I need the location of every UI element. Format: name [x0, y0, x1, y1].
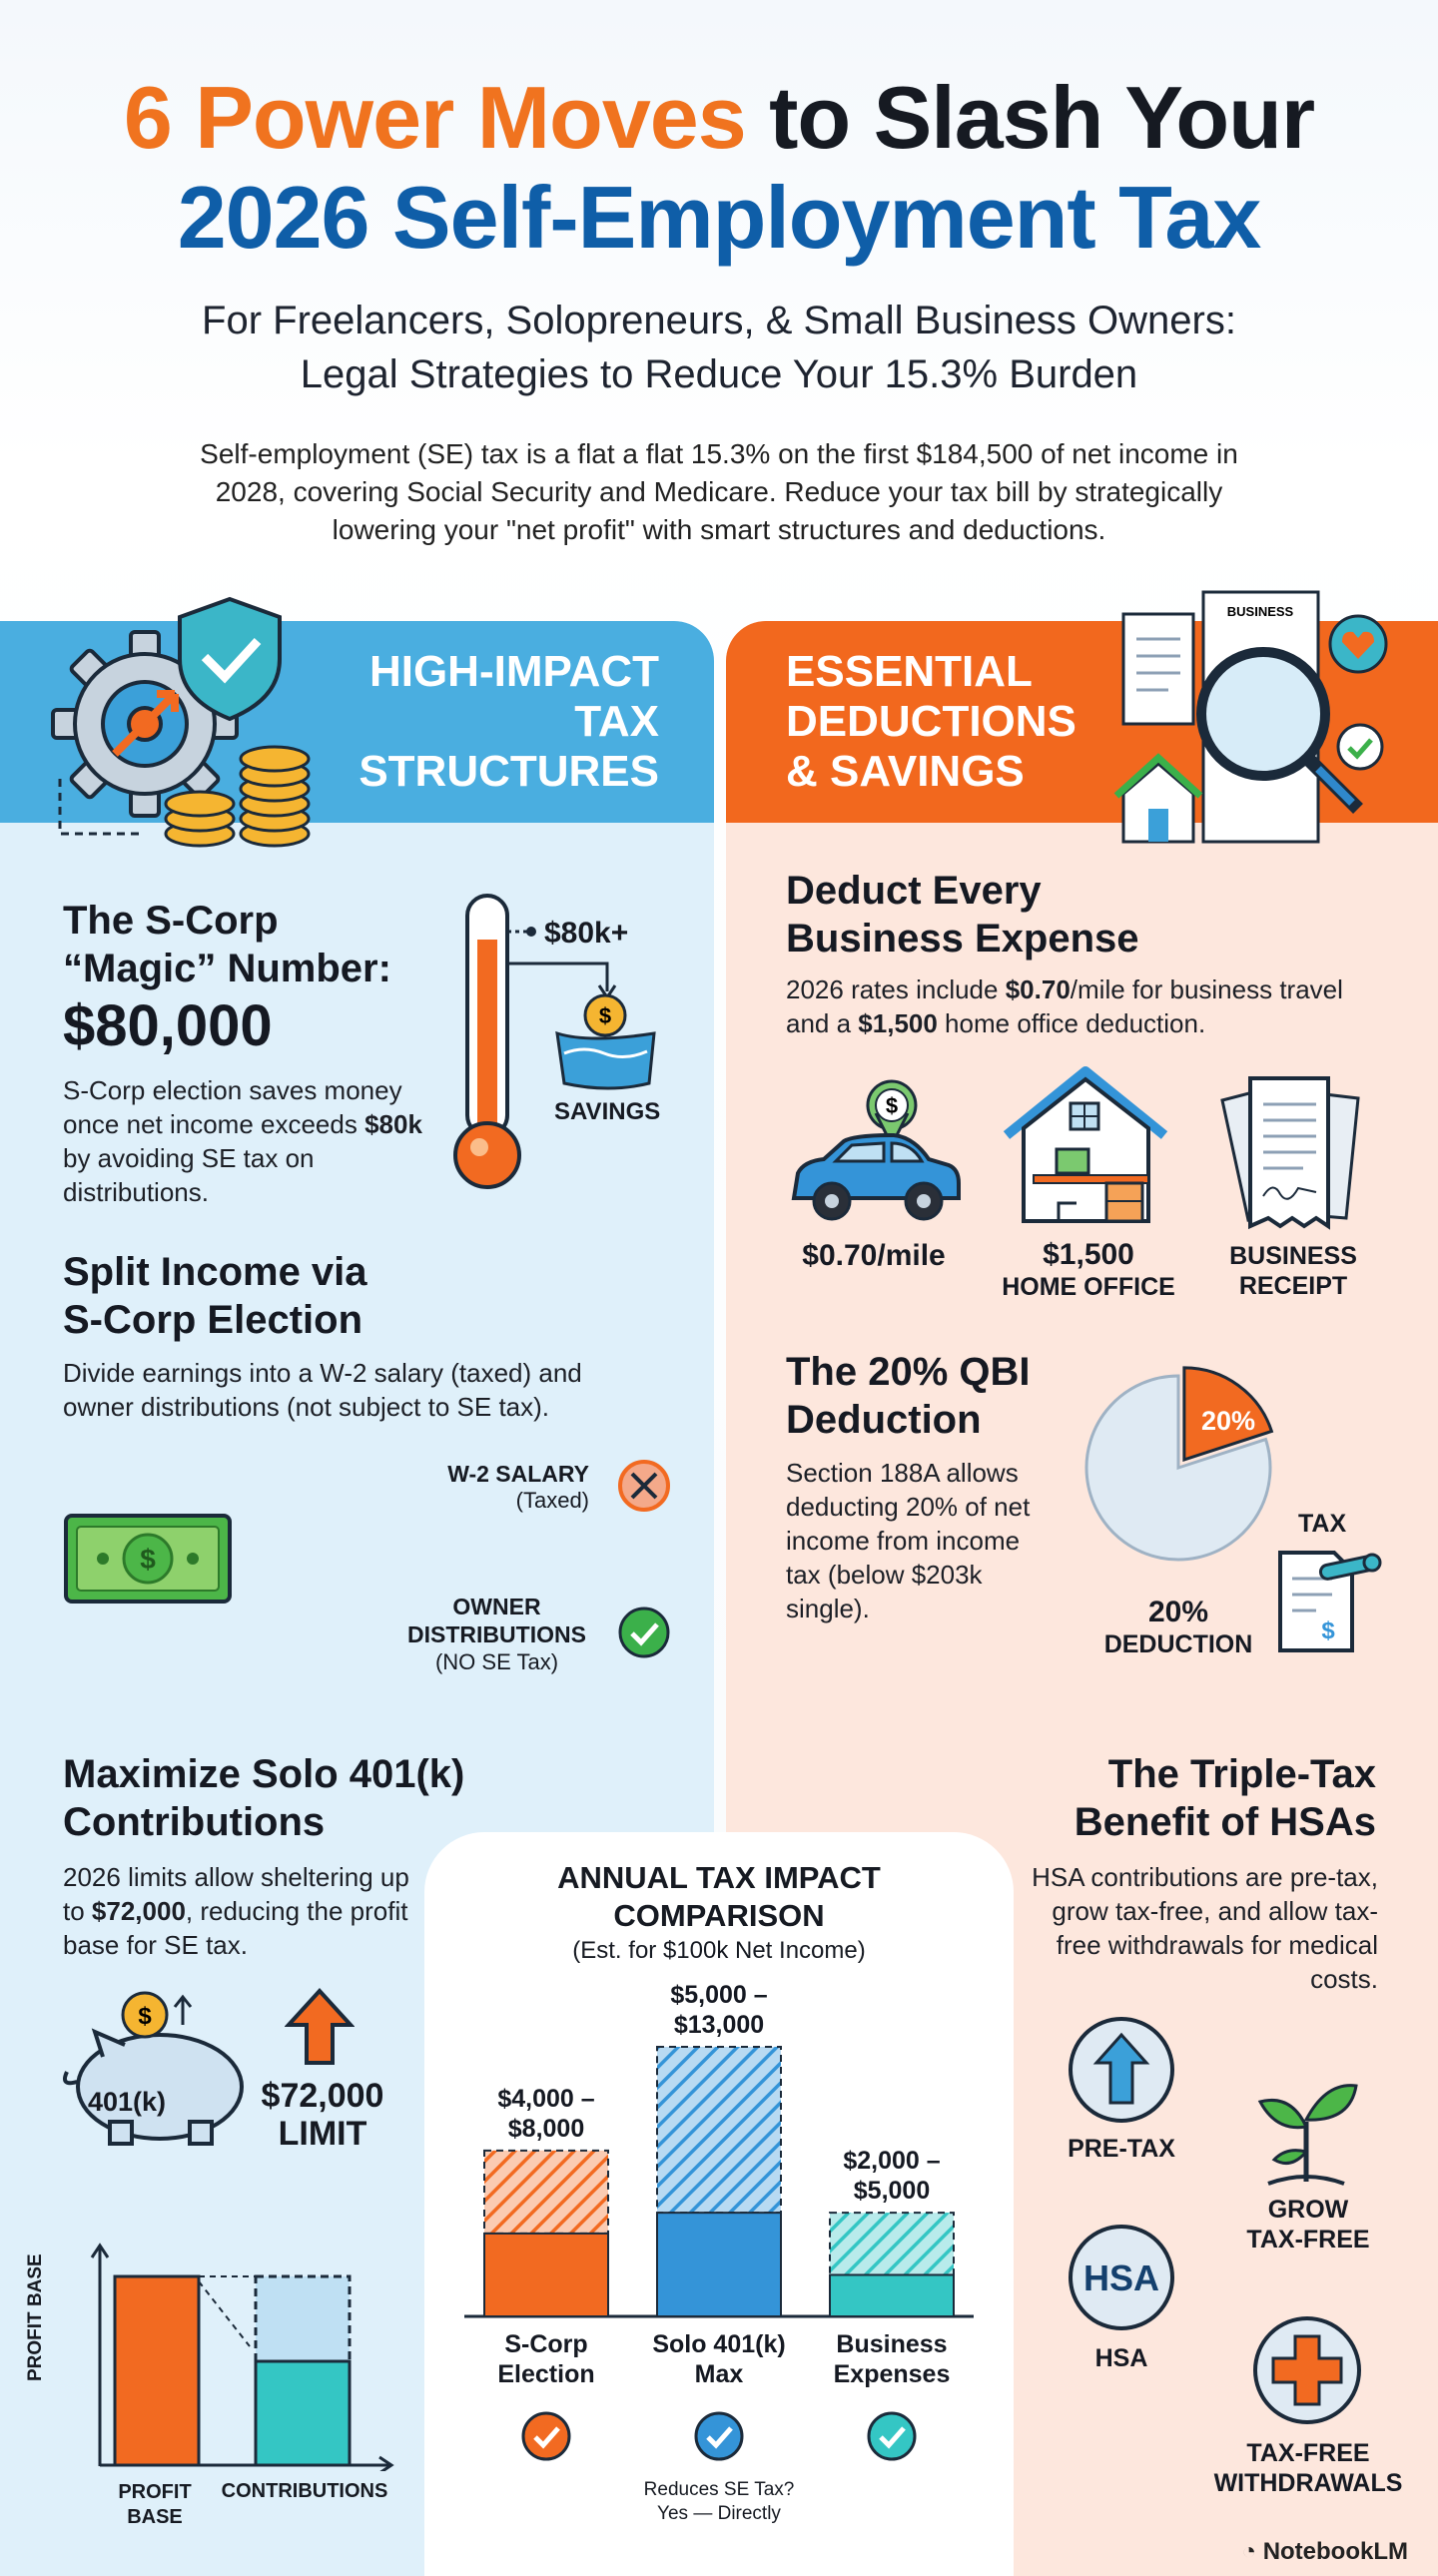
chart-title [424, 1859, 1014, 1935]
category-label-0-0: S-Corp [504, 2330, 588, 2358]
category-label-1-0: Solo 401(k) [652, 2330, 786, 2358]
tax-label: TAX [1298, 1510, 1347, 1538]
owner-label-line2: DISTRIBUTIONS [407, 1621, 586, 1647]
expenses-title-line2: Business Expense [786, 917, 1139, 961]
scorp-title-line2: “Magic” Number: [63, 947, 391, 990]
pretax-arrow-icon [1067, 2015, 1176, 2125]
category-label-2-1: Expenses [833, 2360, 951, 2388]
profit-base-bar [115, 2276, 199, 2465]
left-banner-line1: HIGH-IMPACT [368, 647, 659, 696]
contributions-bar-label: CONTRIBUTIONS [221, 2480, 388, 2502]
mileage-label: $0.70/mile [802, 1239, 946, 1272]
title-rest: to Slash Your [745, 68, 1315, 167]
profit-base-chart [60, 2242, 399, 2471]
w2-salary-label: W-2 SALARY [447, 1461, 589, 1487]
split-description: Divide earnings into a W-2 salary (taxed) and owner distributions (not subject to SE tax). [63, 1358, 582, 1422]
expenses-title-line1: Deduct Every [786, 869, 1042, 913]
svg-text:$: $ [140, 1544, 156, 1575]
category-label-0-1: Election [497, 2360, 595, 2388]
cash-bill-icon [63, 1513, 233, 1605]
tax-impact-bar-chart [424, 1982, 1014, 2481]
qbi-title-line2: Deduction [786, 1398, 982, 1442]
solo401k-description: 2026 limits allow sheltering up to $72,000, reducing the profit base for SE tax. [63, 1862, 409, 1960]
hsa-title [929, 1750, 1376, 1846]
scorp-title-line1: The S-Corp [63, 899, 279, 943]
category-label-1-1: Max [694, 2360, 744, 2388]
scorp-title [63, 897, 432, 992]
up-arrow-icon [285, 1987, 355, 2067]
pie-slice-label: 20% [1201, 1406, 1256, 1436]
qbi-pie-chart [1078, 1358, 1288, 1588]
bar-value-label-1-1: $13,000 [673, 2011, 765, 2039]
limit-label: $72,000 LIMIT [261, 2077, 384, 2153]
subtitle [0, 294, 1438, 401]
category-label-2-0: Business [836, 2330, 948, 2358]
hsa-badge-text: HSA [1082, 2257, 1159, 2298]
gear-shield-coins-icon [40, 589, 330, 859]
plant-sprout-icon [1246, 2072, 1366, 2192]
split-title-line2: S-Corp Election [63, 1298, 363, 1342]
split-title [63, 1248, 582, 1344]
w2-salary-sub: (Taxed) [515, 1488, 589, 1513]
footer-brand: NotebookLM [1262, 2538, 1408, 2565]
bar-value-label-1-0: $5,000 – [670, 1982, 768, 2009]
svg-text:$: $ [1321, 1617, 1335, 1644]
left-banner-line3: STRUCTURES [359, 747, 659, 796]
doc-business-label: BUSINESS [1226, 604, 1294, 619]
check-icon-1 [696, 2413, 742, 2459]
taxed-x-icon [616, 1458, 672, 1514]
contributions-bar [256, 2361, 350, 2465]
right-banner-line1: ESSENTIAL [786, 647, 1033, 696]
owner-label-line1: OWNER [452, 1594, 541, 1619]
profit-base-bar-label: PROFIT BASE [118, 2481, 192, 2528]
bar-range-low-0 [484, 2234, 608, 2316]
check-icon-2 [869, 2413, 915, 2459]
bar-range-low-1 [657, 2213, 781, 2316]
bar-range-high-2 [830, 2213, 954, 2274]
bar-value-label-2-0: $2,000 – [843, 2147, 941, 2176]
savings-label: SAVINGS [554, 1098, 661, 1125]
title-highlight: 6 Power Moves [123, 68, 746, 167]
grow-tax-free-label: GROW TAX-FREE [1246, 2196, 1370, 2254]
thermometer-fill [477, 940, 497, 1143]
owner-sub: (NO SE Tax) [434, 1649, 559, 1674]
contributions-sheltered-bar [256, 2276, 350, 2361]
magnifier-documents-icon [1108, 584, 1418, 864]
qbi-title-line1: The 20% QBI [786, 1350, 1031, 1394]
chart-footnote: Reduces SE Tax? Yes — Directly [643, 2479, 795, 2524]
right-banner-line2: DEDUCTIONS [786, 697, 1077, 746]
left-banner-title [300, 647, 659, 797]
svg-text:$: $ [138, 2003, 152, 2030]
home-office-label: $1,500 HOME OFFICE [1002, 1238, 1175, 1301]
scorp-amount: $80,000 [63, 993, 273, 1058]
bar-value-label-2-1: $5,000 [853, 2177, 931, 2206]
check-icon-0 [523, 2413, 569, 2459]
qbi-title [786, 1348, 1105, 1444]
svg-text:$: $ [598, 1003, 612, 1028]
solo401k-title-line2: Contributions [63, 1800, 326, 1844]
qbi-description: Section 188A allows deducting 20% of net income from income tax (below $203k single). [786, 1458, 1031, 1623]
notebooklm-logo-icon: ◔ [1241, 2538, 1263, 2565]
medical-cross-icon [1251, 2314, 1363, 2426]
right-banner-line3: & SAVINGS [786, 747, 1025, 796]
bar-range-high-1 [657, 2047, 781, 2213]
piggy-label: 401(k) [88, 2087, 167, 2117]
chart-title-line2: COMPARISON [613, 1898, 825, 1933]
bar-value-label-0-1: $8,000 [507, 2114, 585, 2143]
no-se-tax-check-icon [616, 1605, 672, 1660]
home-office-icon [999, 1063, 1173, 1228]
receipt-label: BUSINESS RECEIPT [1229, 1242, 1357, 1300]
svg-text:$: $ [885, 1093, 899, 1118]
expenses-description: 2026 rates include $0.70/mile for business travel and a $1,500 home office deduction. [786, 974, 1343, 1038]
qbi-caption: 20% DEDUCTION [1103, 1596, 1253, 1658]
bar-range-low-2 [830, 2274, 954, 2316]
notebooklm-footer [1242, 2538, 1408, 2566]
expenses-title [786, 867, 1385, 963]
scorp-description: S-Corp election saves money once net income exceeds $80k by avoiding SE tax on distributions. [63, 1075, 422, 1207]
page-title-line1 [0, 70, 1438, 166]
receipt-icon [1208, 1068, 1378, 1233]
pretax-label: PRE-TAX [1068, 2135, 1175, 2163]
thermometer-label: $80k+ [544, 917, 629, 950]
split-title-line1: Split Income via [63, 1250, 367, 1294]
owner-distributions [389, 1593, 604, 1676]
tax-document-icon [1276, 1543, 1386, 1657]
left-banner-line2: TAX [574, 697, 659, 746]
car-mileage-icon [784, 1073, 964, 1233]
profit-base-axis-label: PROFIT BASE [25, 2254, 46, 2381]
bar-range-high-0 [484, 2151, 608, 2234]
hsa-title-line1: The Triple-Tax [1107, 1752, 1376, 1796]
page-title-line2: 2026 Self-Employment Tax [177, 168, 1261, 267]
chart-title-line1: ANNUAL TAX IMPACT [557, 1860, 881, 1895]
w2-salary [399, 1461, 589, 1514]
chart-subtitle: (Est. for $100k Net Income) [572, 1937, 866, 1964]
subtitle-line2: Legal Strategies to Reduce Your 15.3% Burden [300, 352, 1138, 396]
solo401k-title-line1: Maximize Solo 401(k) [63, 1752, 465, 1796]
bar-value-label-0-0: $4,000 – [497, 2084, 595, 2113]
piggy-bank-icon [55, 1987, 255, 2147]
subtitle-line1: For Freelancers, Solopreneurs, & Small Business Owners: [202, 299, 1236, 342]
hsa-description: HSA contributions are pre-tax, grow tax-free, and allow tax-free withdrawals for medical costs. [1032, 1862, 1378, 1994]
hsa-label: HSA [1094, 2344, 1148, 2372]
hsa-title-line2: Benefit of HSAs [1074, 1800, 1376, 1844]
intro-paragraph: Self-employment (SE) tax is a flat a flat 15.3% on the first $184,500 of net income in 2028, covering Social Security and Medicare. Reduce your tax bill by strategically lowering your "net profit" with smart structures and deductions. [200, 438, 1238, 545]
tax-free-withdrawals-label: TAX-FREE WITHDRAWALS [1213, 2439, 1403, 2497]
